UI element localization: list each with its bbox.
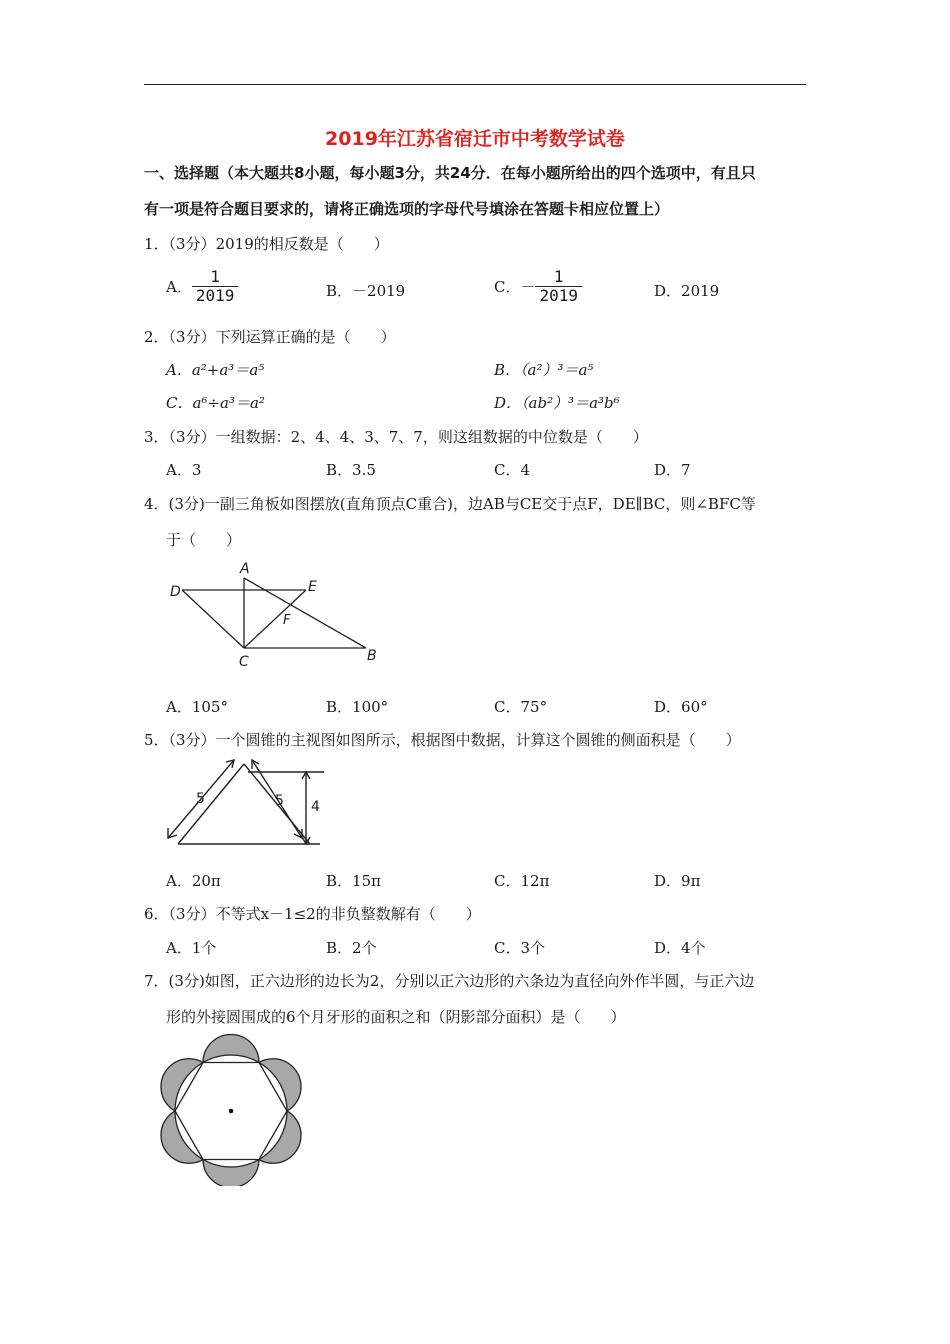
triangle-set-diagram bbox=[160, 556, 390, 672]
question-6-option-a: A．1个 bbox=[166, 939, 217, 957]
segment-ab bbox=[244, 578, 366, 648]
fraction-one-over-2019: $\frac{1}{2019}$ bbox=[535, 268, 582, 306]
label-d: D bbox=[170, 584, 181, 600]
label-a: A bbox=[240, 561, 250, 577]
question-3-option-d: D．7 bbox=[654, 461, 691, 479]
option-c-label: C．－ bbox=[494, 278, 536, 297]
segment-dc bbox=[182, 590, 244, 648]
question-2-option-c: C．a⁶÷a³＝a² bbox=[166, 394, 265, 412]
question-4-option-d: D．60° bbox=[654, 698, 708, 716]
question-5-option-b: B．15π bbox=[326, 872, 381, 890]
label-slant-left: 5 bbox=[196, 791, 205, 807]
question-1-option-a bbox=[166, 268, 238, 306]
question-1-option-b: B．－2019 bbox=[326, 282, 406, 300]
question-2-option-d: D．（ab²）³＝a³b⁶ bbox=[494, 394, 620, 412]
fraction-one-over-2019: $\frac{1}{2019}$ bbox=[192, 268, 239, 306]
cone-front-view-diagram bbox=[160, 756, 330, 852]
question-2-option-a: A．a²+a³＝a⁵ bbox=[166, 361, 265, 379]
section-heading-line1: 一、选择题（本大题共8小题，每小题3分，共24分．在每小题所给出的四个选项中，有且只 bbox=[144, 164, 756, 182]
label-b: B bbox=[367, 648, 377, 664]
question-3-option-a: A．3 bbox=[166, 461, 202, 479]
question-4-option-a: A．105° bbox=[166, 698, 228, 716]
question-4-stem-line2: 于（ ） bbox=[166, 531, 242, 549]
label-f: F bbox=[283, 613, 291, 628]
question-6-stem: 6．（3分）不等式x－1≤2的非负整数解有（ ） bbox=[144, 905, 481, 923]
hexagon-lunes-diagram bbox=[160, 1030, 310, 1186]
question-6-option-c: C．3个 bbox=[494, 939, 546, 957]
question-4-option-c: C．75° bbox=[494, 698, 548, 716]
question-1-option-d: D．2019 bbox=[654, 282, 720, 300]
question-4-stem-line1: 4．(3分)一副三角板如图摆放(直角顶点C重合)，边AB与CE交于点F，DE∥BC，则∠BFC等 bbox=[144, 495, 756, 513]
label-slant-right: 5 bbox=[275, 793, 284, 809]
option-a-label: A． bbox=[166, 278, 192, 297]
question-7-stem-line1: 7．(3分)如图，正六边形的边长为2，分别以正六边形的六条边为直径向外作半圆，与正六边 bbox=[144, 972, 755, 990]
question-3-option-c: C．4 bbox=[494, 461, 531, 479]
page-title: 2019年江苏省宿迁市中考数学试卷 bbox=[325, 128, 625, 150]
question-7-stem-line2: 形的外接圆围成的6个月牙形的面积之和（阴影部分面积）是（ ） bbox=[166, 1008, 626, 1026]
header-rule bbox=[144, 84, 806, 85]
question-6-option-d: D．4个 bbox=[654, 939, 706, 957]
question-3-option-b: B．3.5 bbox=[326, 461, 376, 479]
question-1-option-c bbox=[494, 268, 582, 306]
question-3-stem: 3．（3分）一组数据：2、4、4、3、7、7，则这组数据的中位数是（ ） bbox=[144, 428, 648, 446]
question-5-option-a: A．20π bbox=[166, 872, 221, 890]
label-height: 4 bbox=[311, 799, 320, 815]
question-1-stem: 1．（3分）2019的相反数是（ ） bbox=[144, 235, 389, 253]
question-6-option-b: B．2个 bbox=[326, 939, 377, 957]
question-4-option-b: B．100° bbox=[326, 698, 389, 716]
question-2-stem: 2．（3分）下列运算正确的是（ ） bbox=[144, 328, 396, 346]
section-heading-line2: 有一项是符合题目要求的，请将正确选项的字母代号填涂在答题卡相应位置上） bbox=[144, 200, 670, 218]
question-5-option-d: D．9π bbox=[654, 872, 701, 890]
question-5-stem: 5．（3分）一个圆锥的主视图如图所示，根据图中数据，计算这个圆锥的侧面积是（ ） bbox=[144, 731, 741, 749]
question-5-option-c: C．12π bbox=[494, 872, 550, 890]
question-2-option-b: B．（a²）³＝a⁵ bbox=[494, 361, 594, 379]
segment-ce bbox=[244, 590, 306, 648]
label-e: E bbox=[308, 579, 317, 595]
label-c: C bbox=[239, 654, 249, 670]
cone-left-side bbox=[178, 764, 244, 844]
center-point bbox=[229, 1109, 234, 1114]
